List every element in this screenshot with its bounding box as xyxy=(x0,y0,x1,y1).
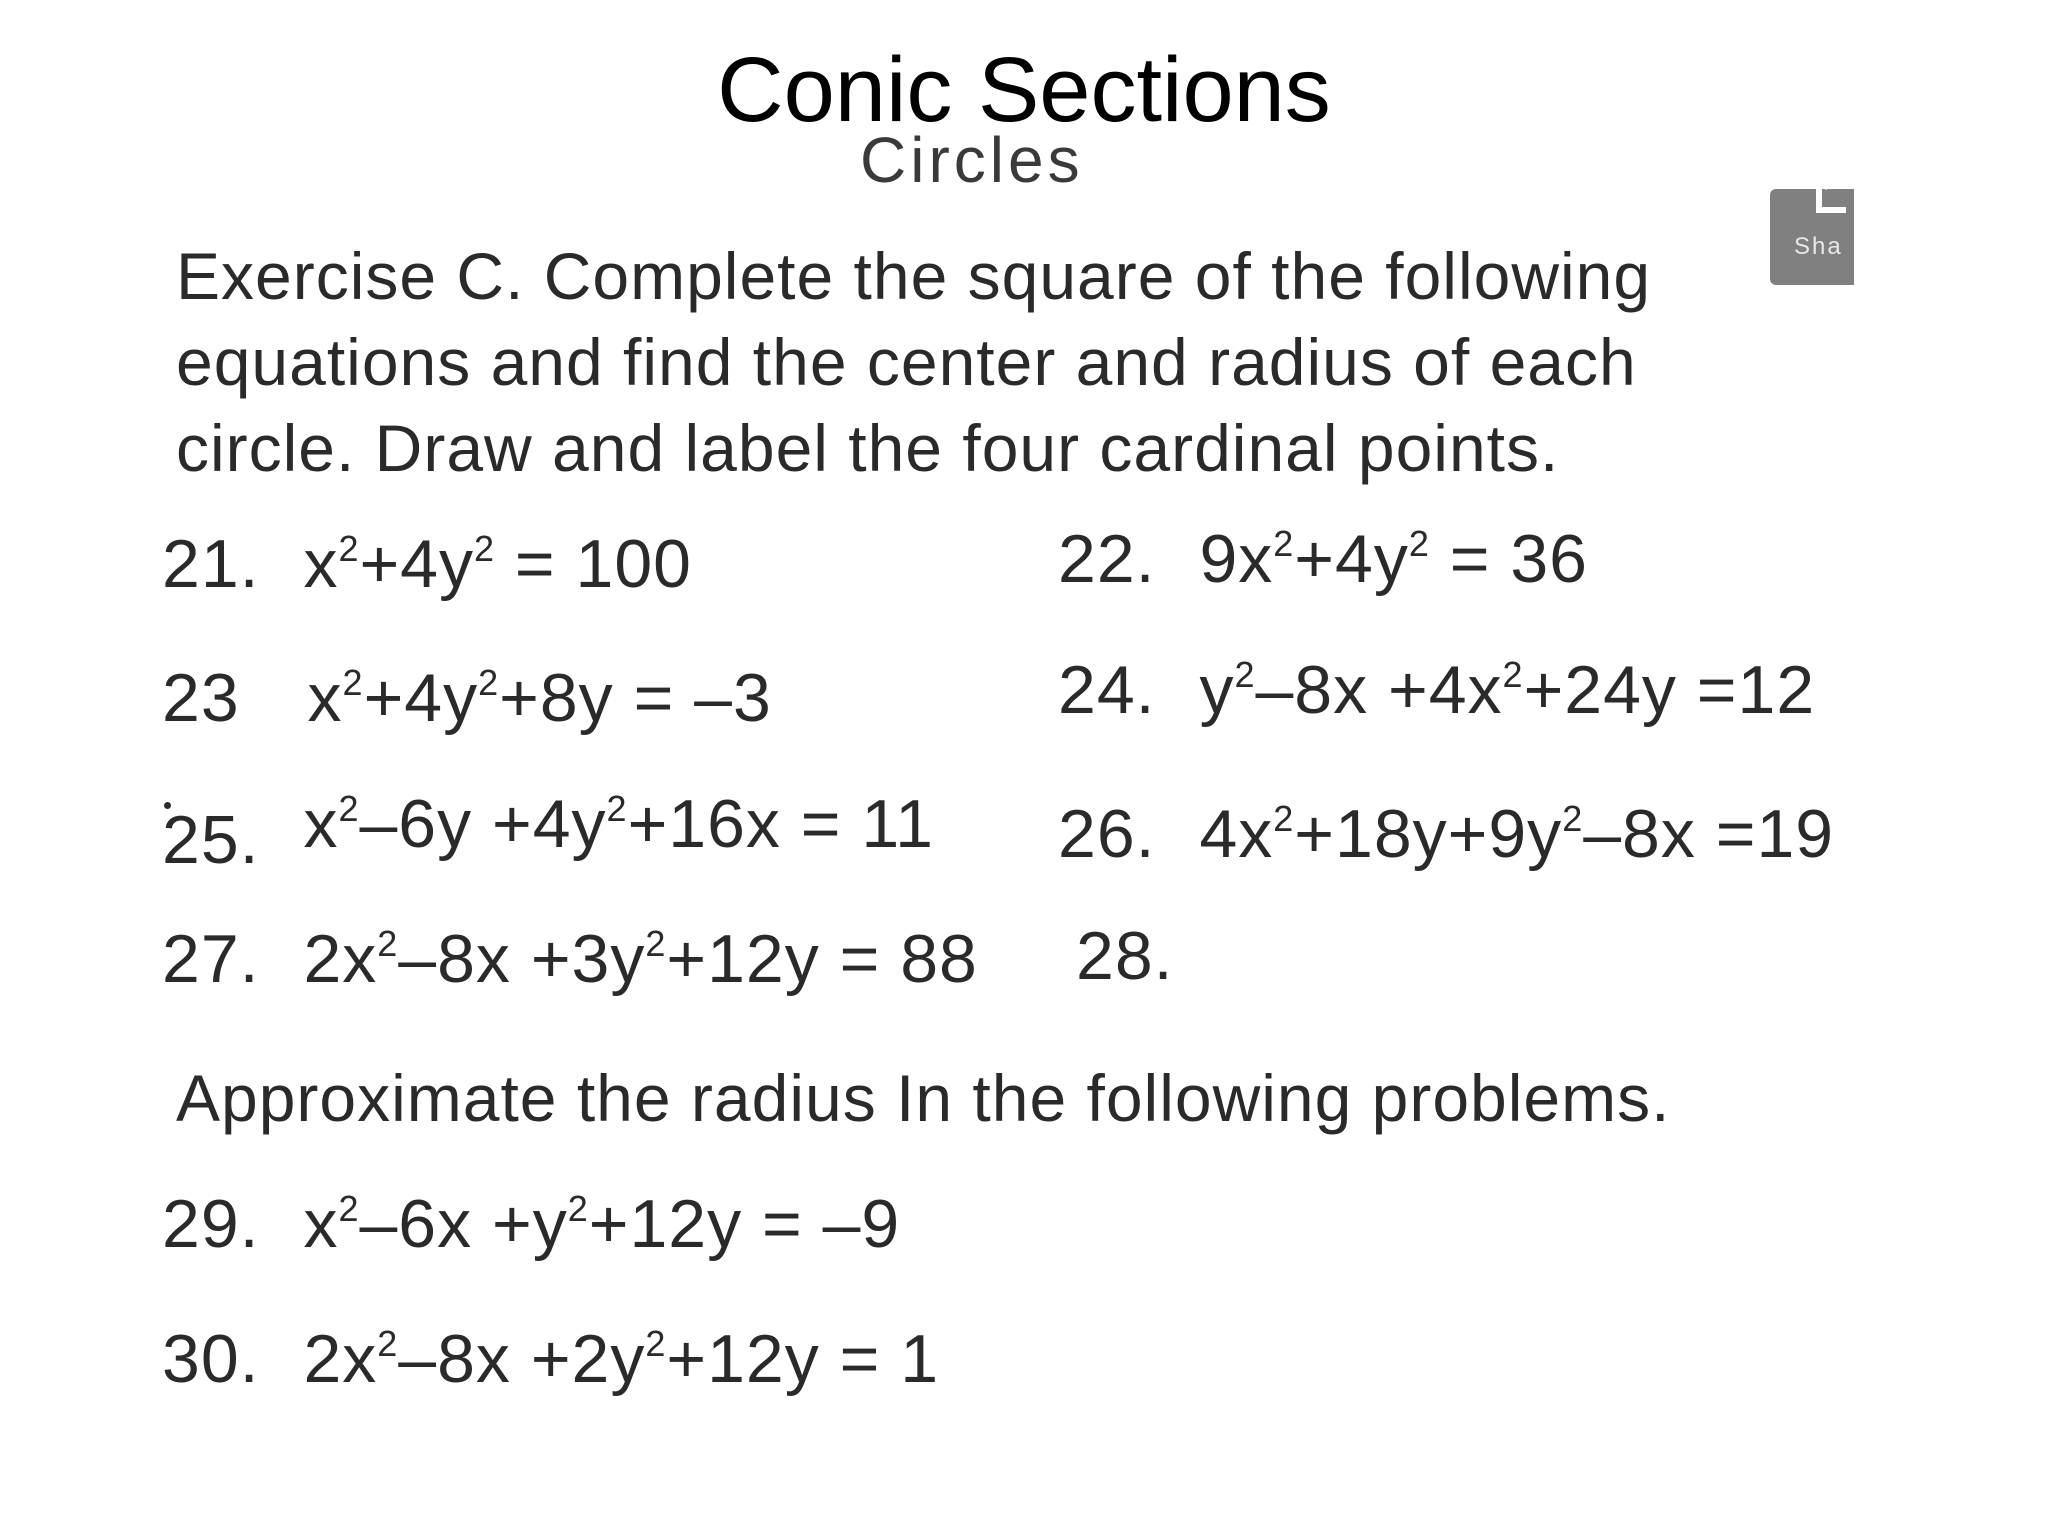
instruction-line: circle. Draw and label the four cardinal points. xyxy=(176,411,1560,485)
equation: $y^2-8x +4x^2+24y =12$ xyxy=(1199,652,1816,728)
problem-number: 28. xyxy=(1076,918,1174,994)
problem-number: 24. xyxy=(1058,652,1156,728)
equation: $x^2-6x +y^2+12y = -9$ xyxy=(303,1186,901,1262)
problem-number: 26. xyxy=(1058,796,1156,872)
equation: $4x^2+18y+9y^2-8x =19$ xyxy=(1199,796,1835,872)
problem-22 xyxy=(1058,520,1588,598)
section-2-heading: Approximate the radius In the following problems. xyxy=(176,1061,1671,1135)
problem-number: 29. xyxy=(162,1186,260,1262)
equation: $2x^2-8x +3y^2+12y = 88$ xyxy=(303,921,978,997)
cutoff-heading xyxy=(860,124,1100,196)
equation: $x^2-6y +4y^2+16x = 11$ xyxy=(303,786,934,862)
instruction-line: equations and find the center and radius of each xyxy=(176,325,1637,399)
problem-number: 27. xyxy=(162,921,260,997)
problem-29 xyxy=(162,1185,900,1263)
problem-number: 30. xyxy=(162,1321,260,1397)
exercise-instructions xyxy=(176,233,1816,491)
problem-26 xyxy=(1058,795,1834,873)
problem-25 xyxy=(162,785,934,878)
problem-number: 25. xyxy=(162,802,260,878)
equation: $2x^2-8x +2y^2+12y = 1$ xyxy=(303,1321,940,1397)
equation: $x^2+4y^2+8y = -3$ xyxy=(307,660,772,736)
share-icon xyxy=(1816,183,1846,213)
cutoff-heading-text: Circles xyxy=(860,124,1084,196)
share-button-label: Sha xyxy=(1794,233,1843,260)
problem-21 xyxy=(162,525,692,603)
worksheet-scan xyxy=(150,124,1860,1415)
problem-28 xyxy=(1076,917,1198,995)
problem-23 xyxy=(162,659,772,737)
instruction-line: Exercise C. Complete the square of the following xyxy=(176,239,1652,313)
problem-24 xyxy=(1058,651,1815,729)
equation: $9x^2+4y^2 = 36$ xyxy=(1199,521,1588,597)
equation: $x^2+4y^2 = 100$ xyxy=(303,526,692,602)
problem-27 xyxy=(162,920,978,998)
problem-30 xyxy=(162,1320,939,1398)
slide-title: Conic Sections xyxy=(717,39,1331,141)
problem-number: 22. xyxy=(1058,521,1156,597)
problem-number: 21. xyxy=(162,526,260,602)
problem-number: 23 xyxy=(162,660,240,736)
